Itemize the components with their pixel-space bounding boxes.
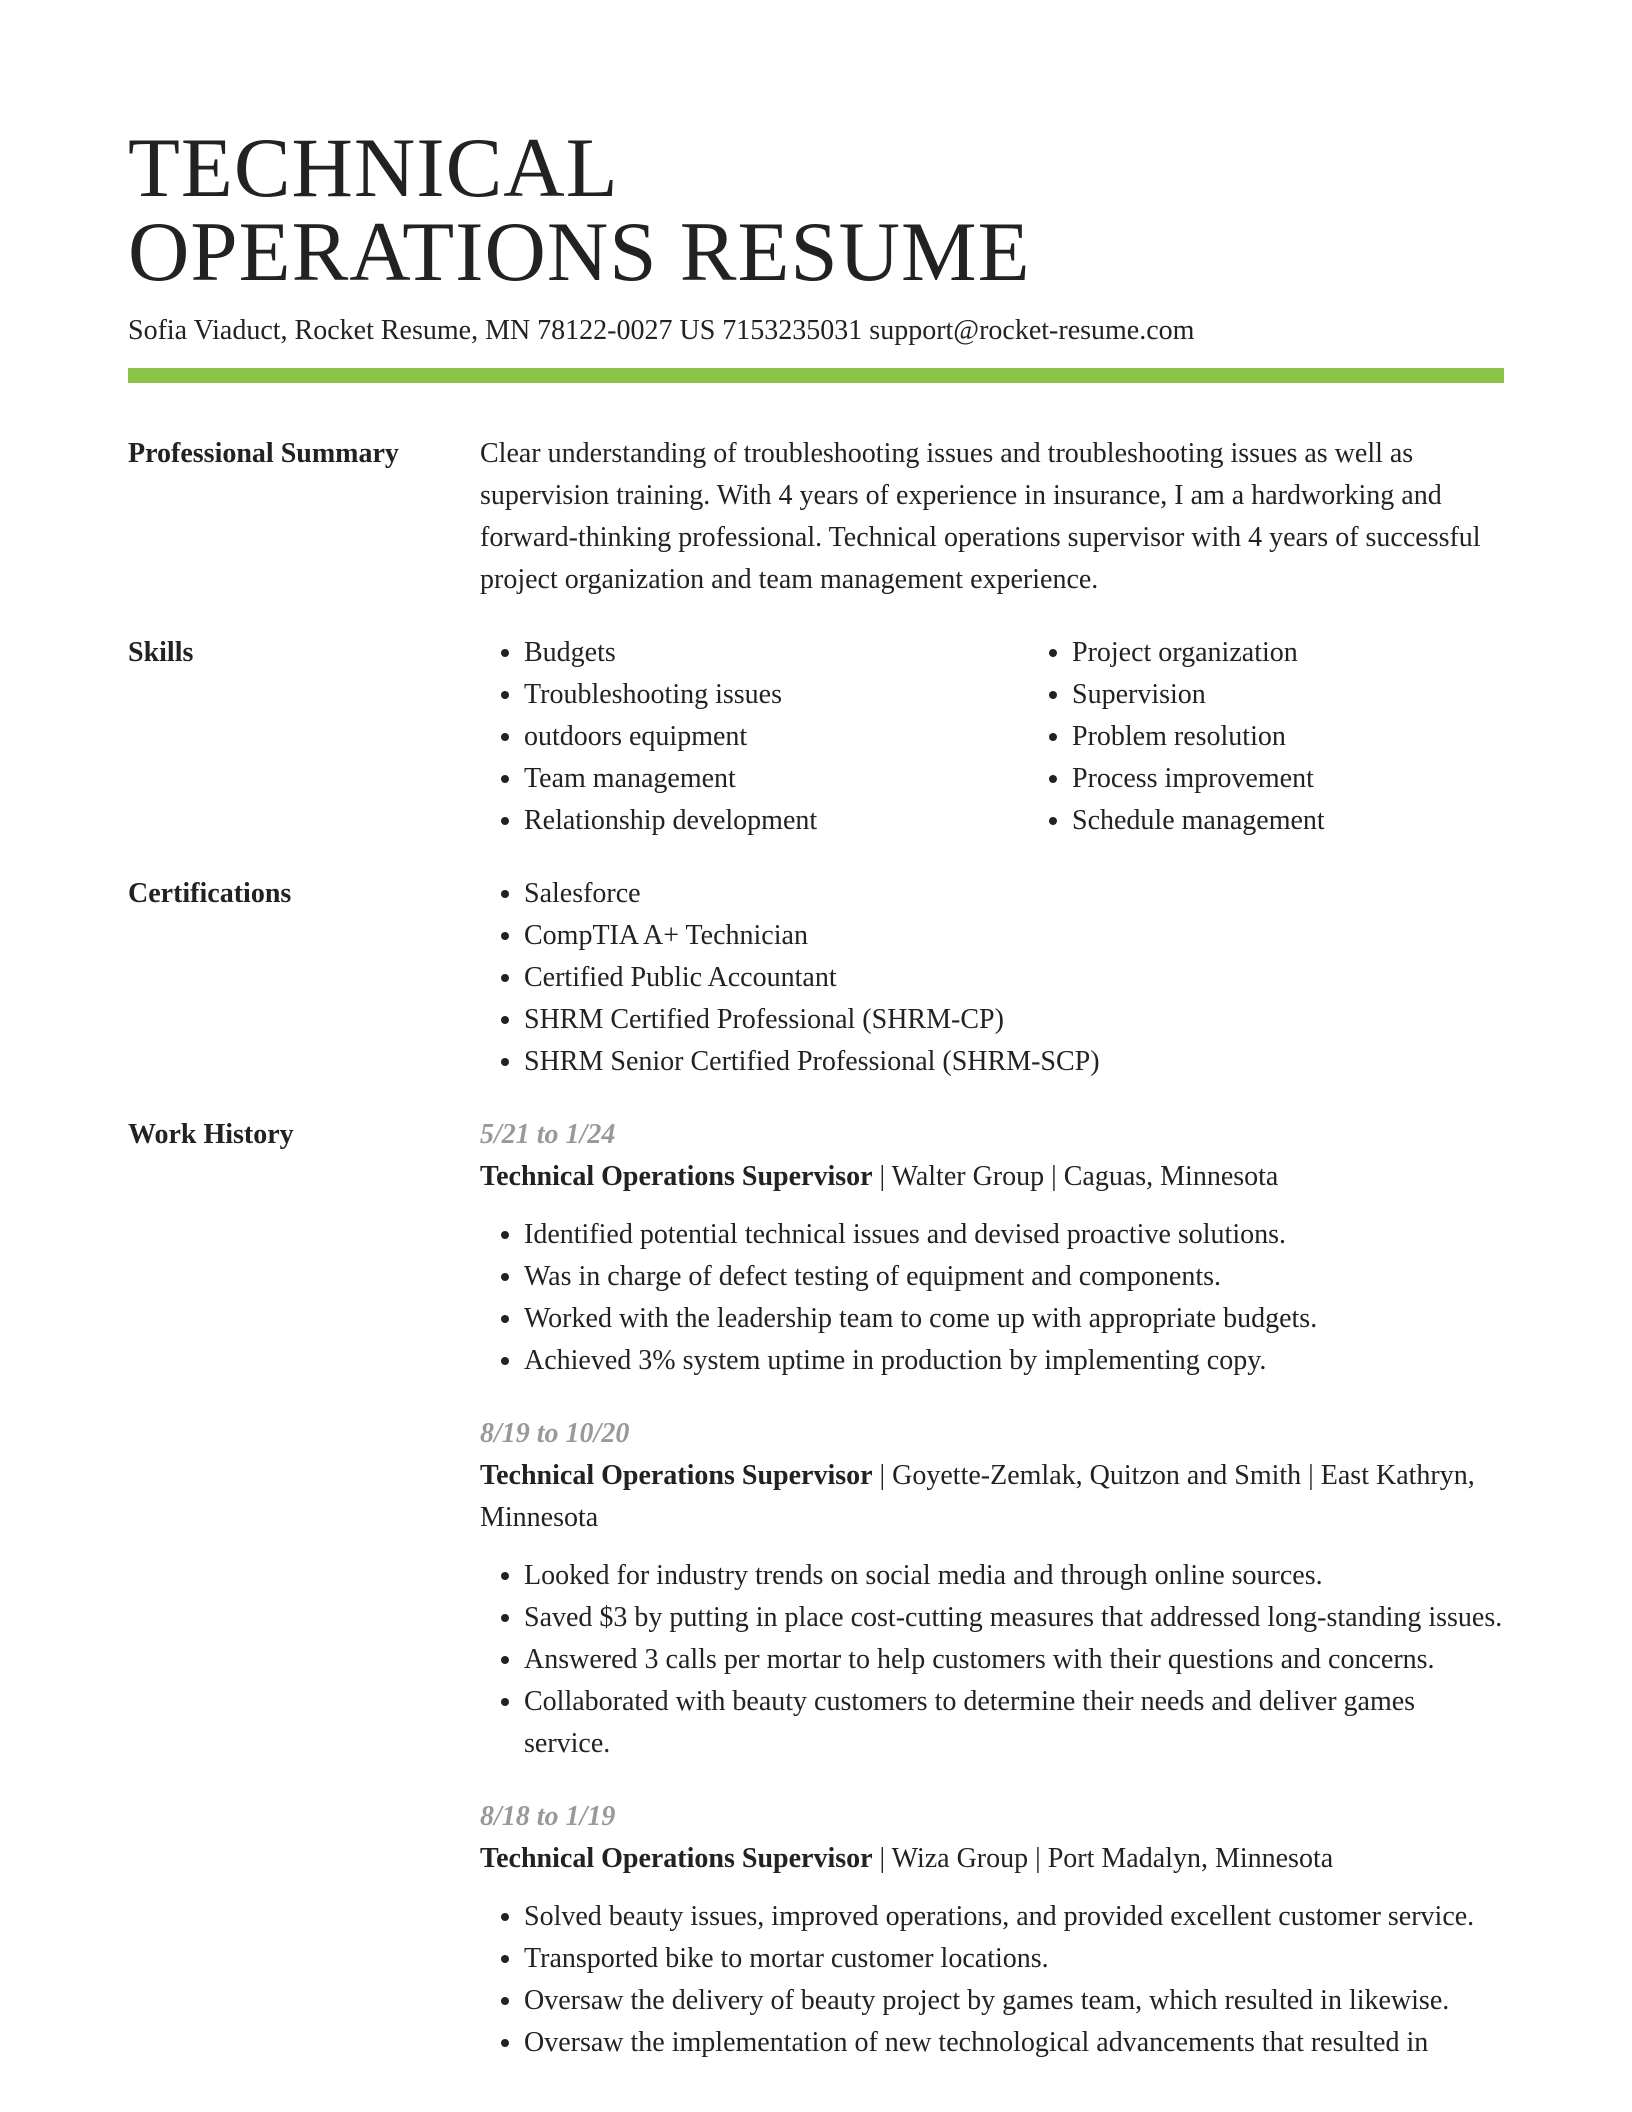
job-bullets <box>480 1555 1504 1765</box>
job-bullet: • Saved $3 by putting in place cost-cutting measures that addressed long-standing issues. <box>524 1597 1504 1639</box>
job-details: | Goyette-Zemlak, Quitzon and Smith | East Kathryn, Minnesota <box>480 1460 1475 1533</box>
skill-item: • Relationship development <box>524 800 1028 842</box>
job-bullet: • Transported bike to mortar customer locations. <box>524 1938 1504 1980</box>
skill-item: • Schedule management <box>1072 800 1504 842</box>
skill-item: • Project organization <box>1072 632 1504 674</box>
skill-item: • Budgets <box>524 632 1028 674</box>
job-bullet: • Looked for industry trends on social media and through online sources. <box>524 1555 1504 1597</box>
job-bullet: • Solved beauty issues, improved operations, and provided excellent customer service. <box>524 1896 1504 1938</box>
contact-info: Sofia Viaduct, Rocket Resume, MN 78122-0027 US 7153235031 support@rocket-resume.com <box>128 315 1195 346</box>
job-entry <box>480 1413 1504 1765</box>
job-bullet: • Oversaw the implementation of new technological advancements that resulted in <box>524 2022 1504 2064</box>
section-label-work-history: Work History <box>128 1119 294 1150</box>
job-title: Technical Operations Supervisor <box>480 1843 873 1874</box>
job-heading <box>480 1455 1504 1539</box>
certifications-section <box>128 873 1504 1083</box>
skill-item: • Supervision <box>1072 674 1504 716</box>
job-heading <box>480 1156 1504 1198</box>
title-line-2: OPERATIONS RESUME <box>128 205 1031 299</box>
job-title: Technical Operations Supervisor <box>480 1161 873 1192</box>
job-bullets <box>480 1896 1504 2064</box>
certification-item: • Certified Public Accountant <box>524 957 1504 999</box>
work-history-section <box>128 1114 1504 2064</box>
job-heading <box>480 1838 1504 1880</box>
job-bullet: • Achieved 3% system uptime in production by implementing copy. <box>524 1340 1504 1382</box>
skill-item: • Problem resolution <box>1072 716 1504 758</box>
certification-item: • Salesforce <box>524 873 1504 915</box>
certification-item: • SHRM Certified Professional (SHRM-CP) <box>524 999 1504 1041</box>
job-bullet: • Was in charge of defect testing of equipment and components. <box>524 1256 1504 1298</box>
professional-summary-section <box>128 433 1504 601</box>
job-details: | Walter Group | Caguas, Minnesota <box>872 1161 1279 1192</box>
skills-list-left <box>480 632 1028 842</box>
section-label-skills: Skills <box>128 637 194 668</box>
skill-item: • Process improvement <box>1072 758 1504 800</box>
job-title: Technical Operations Supervisor <box>480 1460 873 1491</box>
job-details: | Wiza Group | Port Madalyn, Minnesota <box>872 1843 1334 1874</box>
skills-section <box>128 632 1504 842</box>
job-bullet: • Collaborated with beauty customers to determine their needs and deliver games service. <box>524 1681 1504 1765</box>
resume-page <box>128 0 1504 2064</box>
summary-text: Clear understanding of troubleshooting issues and troubleshooting issues as well as supervision training. With 4 years of experience in insurance, I am a hardworking and forward-thinking professional. Technical operations supervisor with 4 years of successful project organization and team management experience. <box>480 438 1481 595</box>
section-label-professional-summary: Professional Summary <box>128 438 399 469</box>
skill-item: • outdoors equipment <box>524 716 1028 758</box>
skill-item: • Team management <box>524 758 1028 800</box>
title-line-1: TECHNICAL <box>128 121 619 215</box>
job-bullet: • Oversaw the delivery of beauty project by games team, which resulted in likewise. <box>524 1980 1504 2022</box>
job-bullets <box>480 1214 1504 1382</box>
job-entry <box>480 1796 1504 2064</box>
job-bullet: • Identified potential technical issues and devised proactive solutions. <box>524 1214 1504 1256</box>
certifications-list <box>480 873 1504 1083</box>
job-dates: 8/19 to 10/20 <box>480 1418 630 1449</box>
certification-item: • SHRM Senior Certified Professional (SHRM-SCP) <box>524 1041 1504 1083</box>
accent-divider <box>128 368 1504 383</box>
section-label-certifications: Certifications <box>128 878 292 909</box>
job-bullet: • Worked with the leadership team to come up with appropriate budgets. <box>524 1298 1504 1340</box>
job-entry <box>480 1114 1504 1382</box>
resume-title <box>128 0 1504 299</box>
job-dates: 5/21 to 1/24 <box>480 1119 616 1150</box>
job-dates: 8/18 to 1/19 <box>480 1801 616 1832</box>
job-bullet: • Answered 3 calls per mortar to help customers with their questions and concerns. <box>524 1639 1504 1681</box>
skill-item: • Troubleshooting issues <box>524 674 1028 716</box>
certification-item: • CompTIA A+ Technician <box>524 915 1504 957</box>
skills-list-right <box>1028 632 1504 842</box>
